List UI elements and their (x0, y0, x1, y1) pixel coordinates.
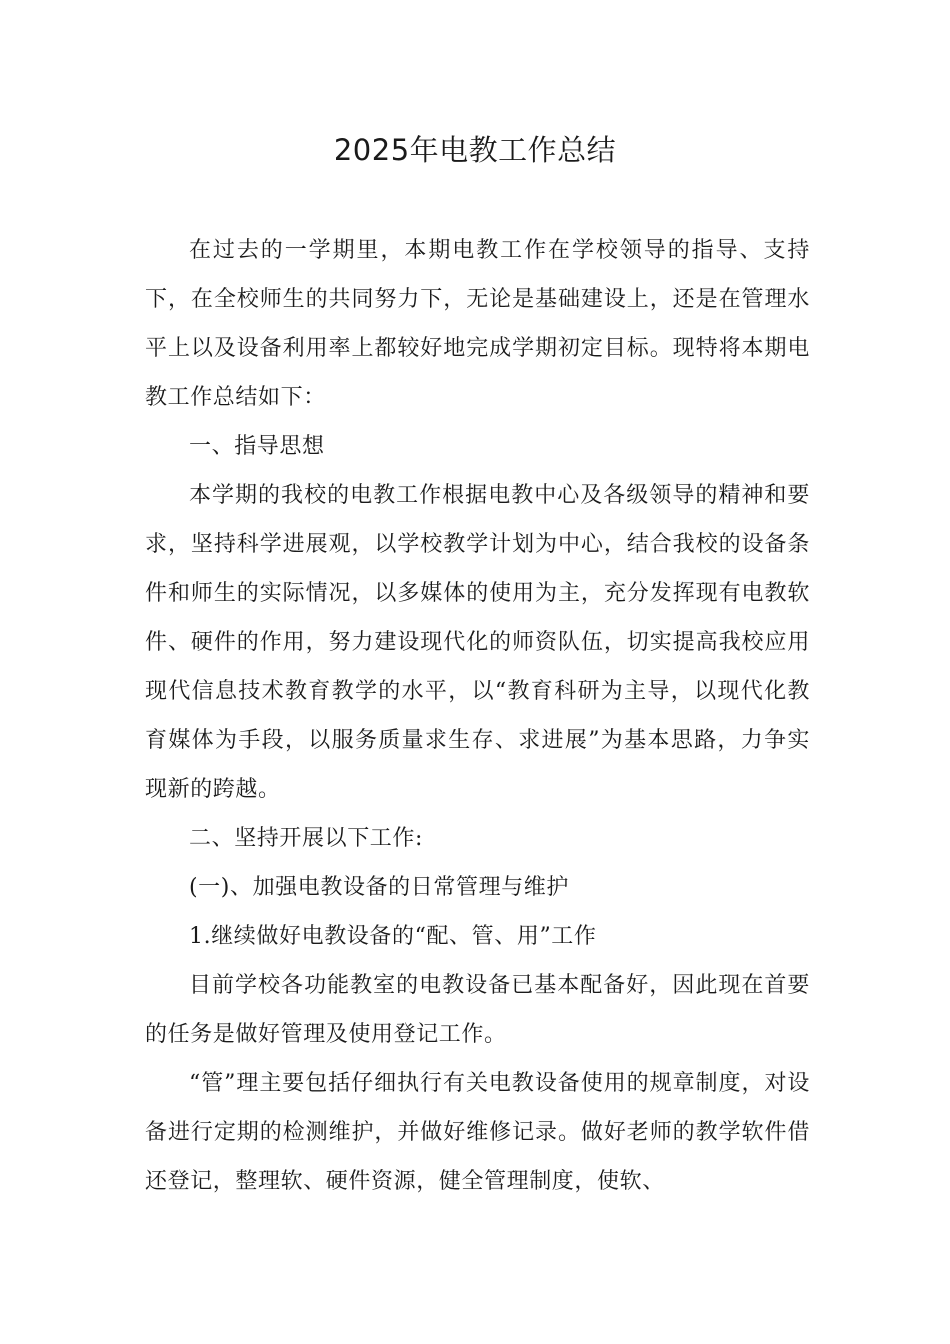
section-heading-guiding-thought: 一、指导思想 (189, 434, 325, 459)
document-body (145, 226, 810, 1206)
item-heading-1: 1.继续做好电教设备的“配、管、用”工作 (189, 924, 597, 949)
subsection-heading-equipment: (一)、加强电教设备的日常管理与维护 (189, 875, 569, 900)
document-title: 2025年电教工作总结 (333, 133, 617, 167)
paragraph-management: “管”理主要包括仔细执行有关电教设备使用的规章制度，对设备进行定期的检测维护，并做好维修记录。做好老师的教学软件借还登记，整理软、硬件资源，健全管理制度，使软、 (145, 1071, 810, 1194)
paragraph-guiding-thought: 本学期的我校的电教工作根据电教中心及各级领导的精神和要求，坚持科学进展观，以学校教学计划为中心，结合我校的设备条件和师生的实际情况，以多媒体的使用为主，充分发挥现有电教软件、硬件的作用，努力建设现代化的师资队伍，切实提高我校应用现代信息技术教育教学的水平，以“教育科研为主导，以现代化教育媒体为手段，以服务质量求生存、求进展”为基本思路，力争实现新的跨越。 (145, 483, 810, 802)
paragraph-equipment-status: 目前学校各功能教室的电教设备已基本配备好，因此现在首要的任务是做好管理及使用登记工作。 (145, 973, 810, 1047)
section-heading-work: 二、坚持开展以下工作: (189, 826, 424, 851)
paragraph-intro: 在过去的一学期里，本期电教工作在学校领导的指导、支持下，在全校师生的共同努力下，无论是基础建设上，还是在管理水平上以及设备利用率上都较好地完成学期初定目标。现特将本期电教工作总结如下： (145, 238, 810, 410)
